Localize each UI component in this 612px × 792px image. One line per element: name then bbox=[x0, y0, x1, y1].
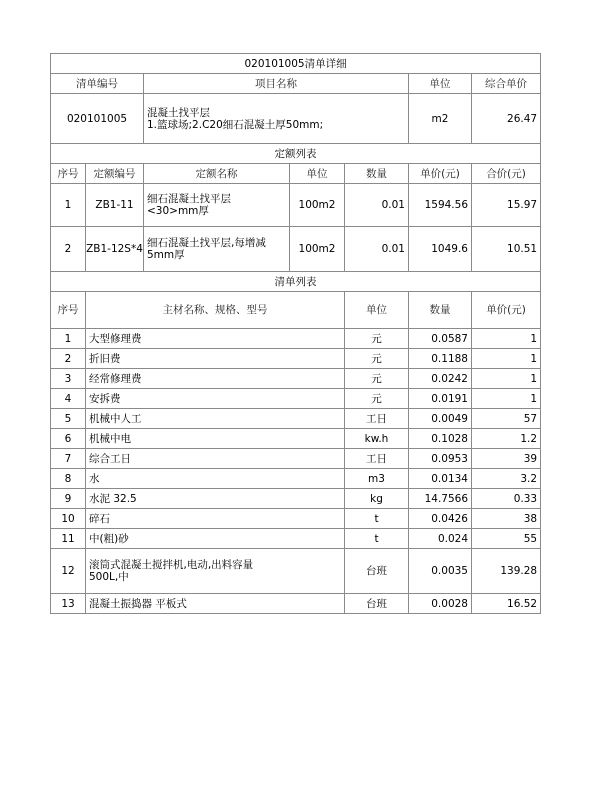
material-unit: m3 bbox=[345, 469, 409, 489]
material-name: 机械中人工 bbox=[86, 409, 345, 429]
quota-name bbox=[144, 184, 290, 227]
bill-name-line2: 1.篮球场;2.C20细石混凝土厚50mm; bbox=[147, 118, 324, 131]
material-row bbox=[51, 429, 541, 449]
quota-seq-header: 序号 bbox=[51, 164, 86, 184]
quota-header-row bbox=[51, 164, 541, 184]
material-unit: 元 bbox=[345, 369, 409, 389]
material-row bbox=[51, 369, 541, 389]
material-qty: 0.0191 bbox=[409, 389, 472, 409]
bill-header-row bbox=[51, 74, 541, 94]
material-unit-price: 16.52 bbox=[472, 594, 541, 614]
quota-seq: 1 bbox=[51, 184, 86, 227]
material-qty: 0.1028 bbox=[409, 429, 472, 449]
quota-unit: 100m2 bbox=[290, 227, 345, 272]
material-unit: 工日 bbox=[345, 409, 409, 429]
quota-section-title: 定额列表 bbox=[51, 144, 541, 164]
quota-qty: 0.01 bbox=[345, 227, 409, 272]
material-unit-price: 39 bbox=[472, 449, 541, 469]
quota-unit: 100m2 bbox=[290, 184, 345, 227]
quota-name-header: 定额名称 bbox=[144, 164, 290, 184]
material-seq: 11 bbox=[51, 529, 86, 549]
material-name: 折旧费 bbox=[86, 349, 345, 369]
quota-code: ZB1-11 bbox=[86, 184, 144, 227]
material-qty: 0.0134 bbox=[409, 469, 472, 489]
material-name-line2: 500L,中 bbox=[89, 571, 129, 583]
material-list bbox=[51, 329, 541, 614]
quota-unit-price: 1049.6 bbox=[409, 227, 472, 272]
quota-name-line2: 5mm厚 bbox=[147, 249, 185, 261]
material-name: 混凝土振捣器 平板式 bbox=[86, 594, 345, 614]
material-seq: 4 bbox=[51, 389, 86, 409]
material-header-row bbox=[51, 292, 541, 329]
bill-code: 020101005 bbox=[51, 94, 144, 144]
material-unit-price: 1 bbox=[472, 349, 541, 369]
title-row bbox=[51, 54, 541, 74]
bill-code-header: 清单编号 bbox=[51, 74, 144, 94]
material-name-header: 主材名称、规格、型号 bbox=[86, 292, 345, 329]
material-unit: 元 bbox=[345, 389, 409, 409]
material-row bbox=[51, 489, 541, 509]
quota-name-line2: <30>mm厚 bbox=[147, 205, 209, 217]
material-qty: 0.0587 bbox=[409, 329, 472, 349]
material-seq: 6 bbox=[51, 429, 86, 449]
material-seq: 3 bbox=[51, 369, 86, 389]
material-qty: 0.0426 bbox=[409, 509, 472, 529]
quota-total: 15.97 bbox=[472, 184, 541, 227]
material-qty: 0.024 bbox=[409, 529, 472, 549]
material-qty-header: 数量 bbox=[409, 292, 472, 329]
bill-name bbox=[144, 94, 409, 144]
material-name: 经常修理费 bbox=[86, 369, 345, 389]
material-unit: kg bbox=[345, 489, 409, 509]
material-unit-header: 单位 bbox=[345, 292, 409, 329]
material-seq: 2 bbox=[51, 349, 86, 369]
material-unit: 元 bbox=[345, 329, 409, 349]
quota-name bbox=[144, 227, 290, 272]
quota-section-row bbox=[51, 144, 541, 164]
quota-unit-header: 单位 bbox=[290, 164, 345, 184]
material-seq: 1 bbox=[51, 329, 86, 349]
quota-qty-header: 数量 bbox=[345, 164, 409, 184]
material-row bbox=[51, 409, 541, 429]
material-qty: 0.0028 bbox=[409, 594, 472, 614]
material-qty: 0.0049 bbox=[409, 409, 472, 429]
material-unit: 台班 bbox=[345, 549, 409, 594]
material-unit-price: 55 bbox=[472, 529, 541, 549]
material-unit-price: 3.2 bbox=[472, 469, 541, 489]
material-unit-price-header: 单价(元) bbox=[472, 292, 541, 329]
material-section-title: 清单列表 bbox=[51, 272, 541, 292]
quota-row bbox=[51, 227, 541, 272]
material-unit: 元 bbox=[345, 349, 409, 369]
material-unit: 台班 bbox=[345, 594, 409, 614]
material-row bbox=[51, 329, 541, 349]
material-section-row bbox=[51, 272, 541, 292]
material-unit-price: 1 bbox=[472, 369, 541, 389]
material-unit-price: 57 bbox=[472, 409, 541, 429]
material-name: 中(粗)砂 bbox=[86, 529, 345, 549]
material-row bbox=[51, 509, 541, 529]
quota-seq: 2 bbox=[51, 227, 86, 272]
material-qty: 0.0242 bbox=[409, 369, 472, 389]
quota-code-header: 定额编号 bbox=[86, 164, 144, 184]
material-name: 大型修理费 bbox=[86, 329, 345, 349]
material-name: 综合工日 bbox=[86, 449, 345, 469]
material-qty: 0.1188 bbox=[409, 349, 472, 369]
material-row bbox=[51, 549, 541, 594]
bill-unit-header: 单位 bbox=[409, 74, 472, 94]
quota-total: 10.51 bbox=[472, 227, 541, 272]
material-seq: 12 bbox=[51, 549, 86, 594]
material-unit-price: 139.28 bbox=[472, 549, 541, 594]
material-name bbox=[86, 549, 345, 594]
material-unit: t bbox=[345, 529, 409, 549]
bill-name-header: 项目名称 bbox=[144, 74, 409, 94]
material-unit-price: 38 bbox=[472, 509, 541, 529]
material-unit-price: 1.2 bbox=[472, 429, 541, 449]
material-seq: 9 bbox=[51, 489, 86, 509]
quota-code: ZB1-12S*4 bbox=[86, 227, 144, 272]
material-seq-header: 序号 bbox=[51, 292, 86, 329]
bill-row bbox=[51, 94, 541, 144]
quota-unit-price-header: 单价(元) bbox=[409, 164, 472, 184]
material-seq: 7 bbox=[51, 449, 86, 469]
material-name: 水 bbox=[86, 469, 345, 489]
material-row bbox=[51, 594, 541, 614]
material-seq: 10 bbox=[51, 509, 86, 529]
material-unit-price: 1 bbox=[472, 329, 541, 349]
material-name-line1: 滚筒式混凝土搅拌机,电动,出料容量 bbox=[89, 559, 254, 571]
material-unit: kw.h bbox=[345, 429, 409, 449]
table-title: 020101005清单详细 bbox=[51, 54, 541, 74]
material-name: 安拆费 bbox=[86, 389, 345, 409]
quota-unit-price: 1594.56 bbox=[409, 184, 472, 227]
material-name: 碎石 bbox=[86, 509, 345, 529]
bill-name-line1: 混凝土找平层 bbox=[147, 106, 210, 119]
material-row bbox=[51, 529, 541, 549]
quota-qty: 0.01 bbox=[345, 184, 409, 227]
material-unit-price: 0.33 bbox=[472, 489, 541, 509]
material-row bbox=[51, 449, 541, 469]
bill-detail-table bbox=[50, 53, 541, 614]
material-row bbox=[51, 389, 541, 409]
material-unit: 工日 bbox=[345, 449, 409, 469]
bill-price-header: 综合单价 bbox=[472, 74, 541, 94]
material-row bbox=[51, 349, 541, 369]
material-unit: t bbox=[345, 509, 409, 529]
quota-total-header: 合价(元) bbox=[472, 164, 541, 184]
quota-name-line1: 细石混凝土找平层 bbox=[147, 193, 231, 205]
quota-row bbox=[51, 184, 541, 227]
material-seq: 13 bbox=[51, 594, 86, 614]
material-qty: 0.0953 bbox=[409, 449, 472, 469]
material-unit-price: 1 bbox=[472, 389, 541, 409]
bill-price: 26.47 bbox=[472, 94, 541, 144]
material-name: 水泥 32.5 bbox=[86, 489, 345, 509]
material-name: 机械中电 bbox=[86, 429, 345, 449]
material-qty: 0.0035 bbox=[409, 549, 472, 594]
material-qty: 14.7566 bbox=[409, 489, 472, 509]
material-seq: 8 bbox=[51, 469, 86, 489]
quota-name-line1: 细石混凝土找平层,每增减 bbox=[147, 237, 266, 249]
material-seq: 5 bbox=[51, 409, 86, 429]
bill-unit: m2 bbox=[409, 94, 472, 144]
material-row bbox=[51, 469, 541, 489]
